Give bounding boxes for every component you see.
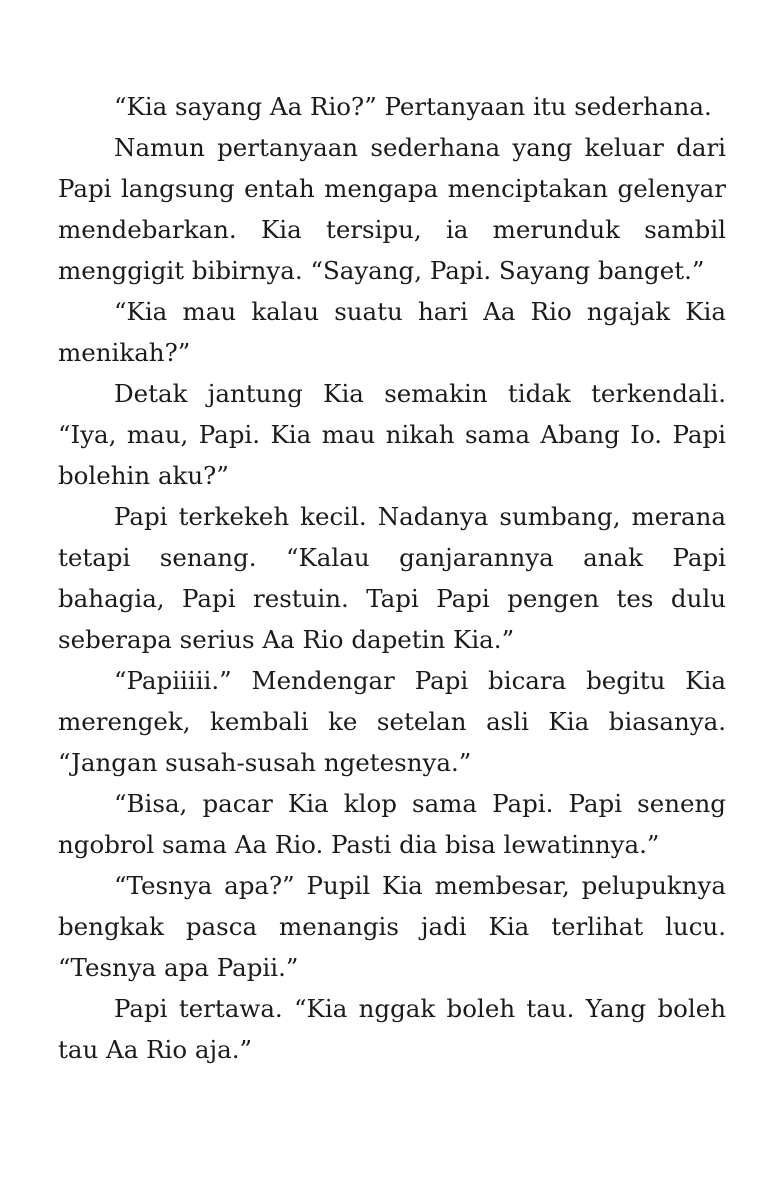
book-page — [58, 86, 726, 1070]
paragraph-9: Papi tertawa. “Kia nggak boleh tau. Yang boleh tau Aa Rio aja.” — [58, 994, 726, 1064]
paragraph-2: Namun pertanyaan sederhana yang keluar dari Papi langsung entah mengapa menciptakan gelenyar mendebarkan. Kia tersipu, ia merunduk sambil menggigit bibirnya. “Sayang, Papi. Sayang banget.” — [58, 133, 726, 285]
paragraph-8: “Tesnya apa?” Pupil Kia membesar, pelupuknya bengkak pasca menangis jadi Kia terlihat lucu. “Tesnya apa Papii.” — [58, 871, 726, 982]
paragraph-6: “Papiiiii.” Mendengar Papi bicara begitu Kia merengek, kembali ke setelan asli Kia biasanya. “Jangan susah-susah ngetesnya.” — [58, 666, 726, 777]
paragraph-1: “Kia sayang Aa Rio?” Pertanyaan itu sederhana. — [114, 92, 712, 121]
paragraph-4: Detak jantung Kia semakin tidak terkendali. “Iya, mau, Papi. Kia mau nikah sama Abang Io. Papi bolehin aku?” — [58, 379, 726, 490]
paragraph-3: “Kia mau kalau suatu hari Aa Rio ngajak Kia menikah?” — [58, 297, 726, 367]
paragraph-5: Papi terkekeh kecil. Nadanya sumbang, merana tetapi senang. “Kalau ganjarannya anak Papi bahagia, Papi restuin. Tapi Papi pengen tes dulu seberapa serius Aa Rio dapetin Kia.” — [58, 502, 726, 654]
paragraph-7: “Bisa, pacar Kia klop sama Papi. Papi seneng ngobrol sama Aa Rio. Pasti dia bisa lewatinnya.” — [58, 789, 726, 859]
